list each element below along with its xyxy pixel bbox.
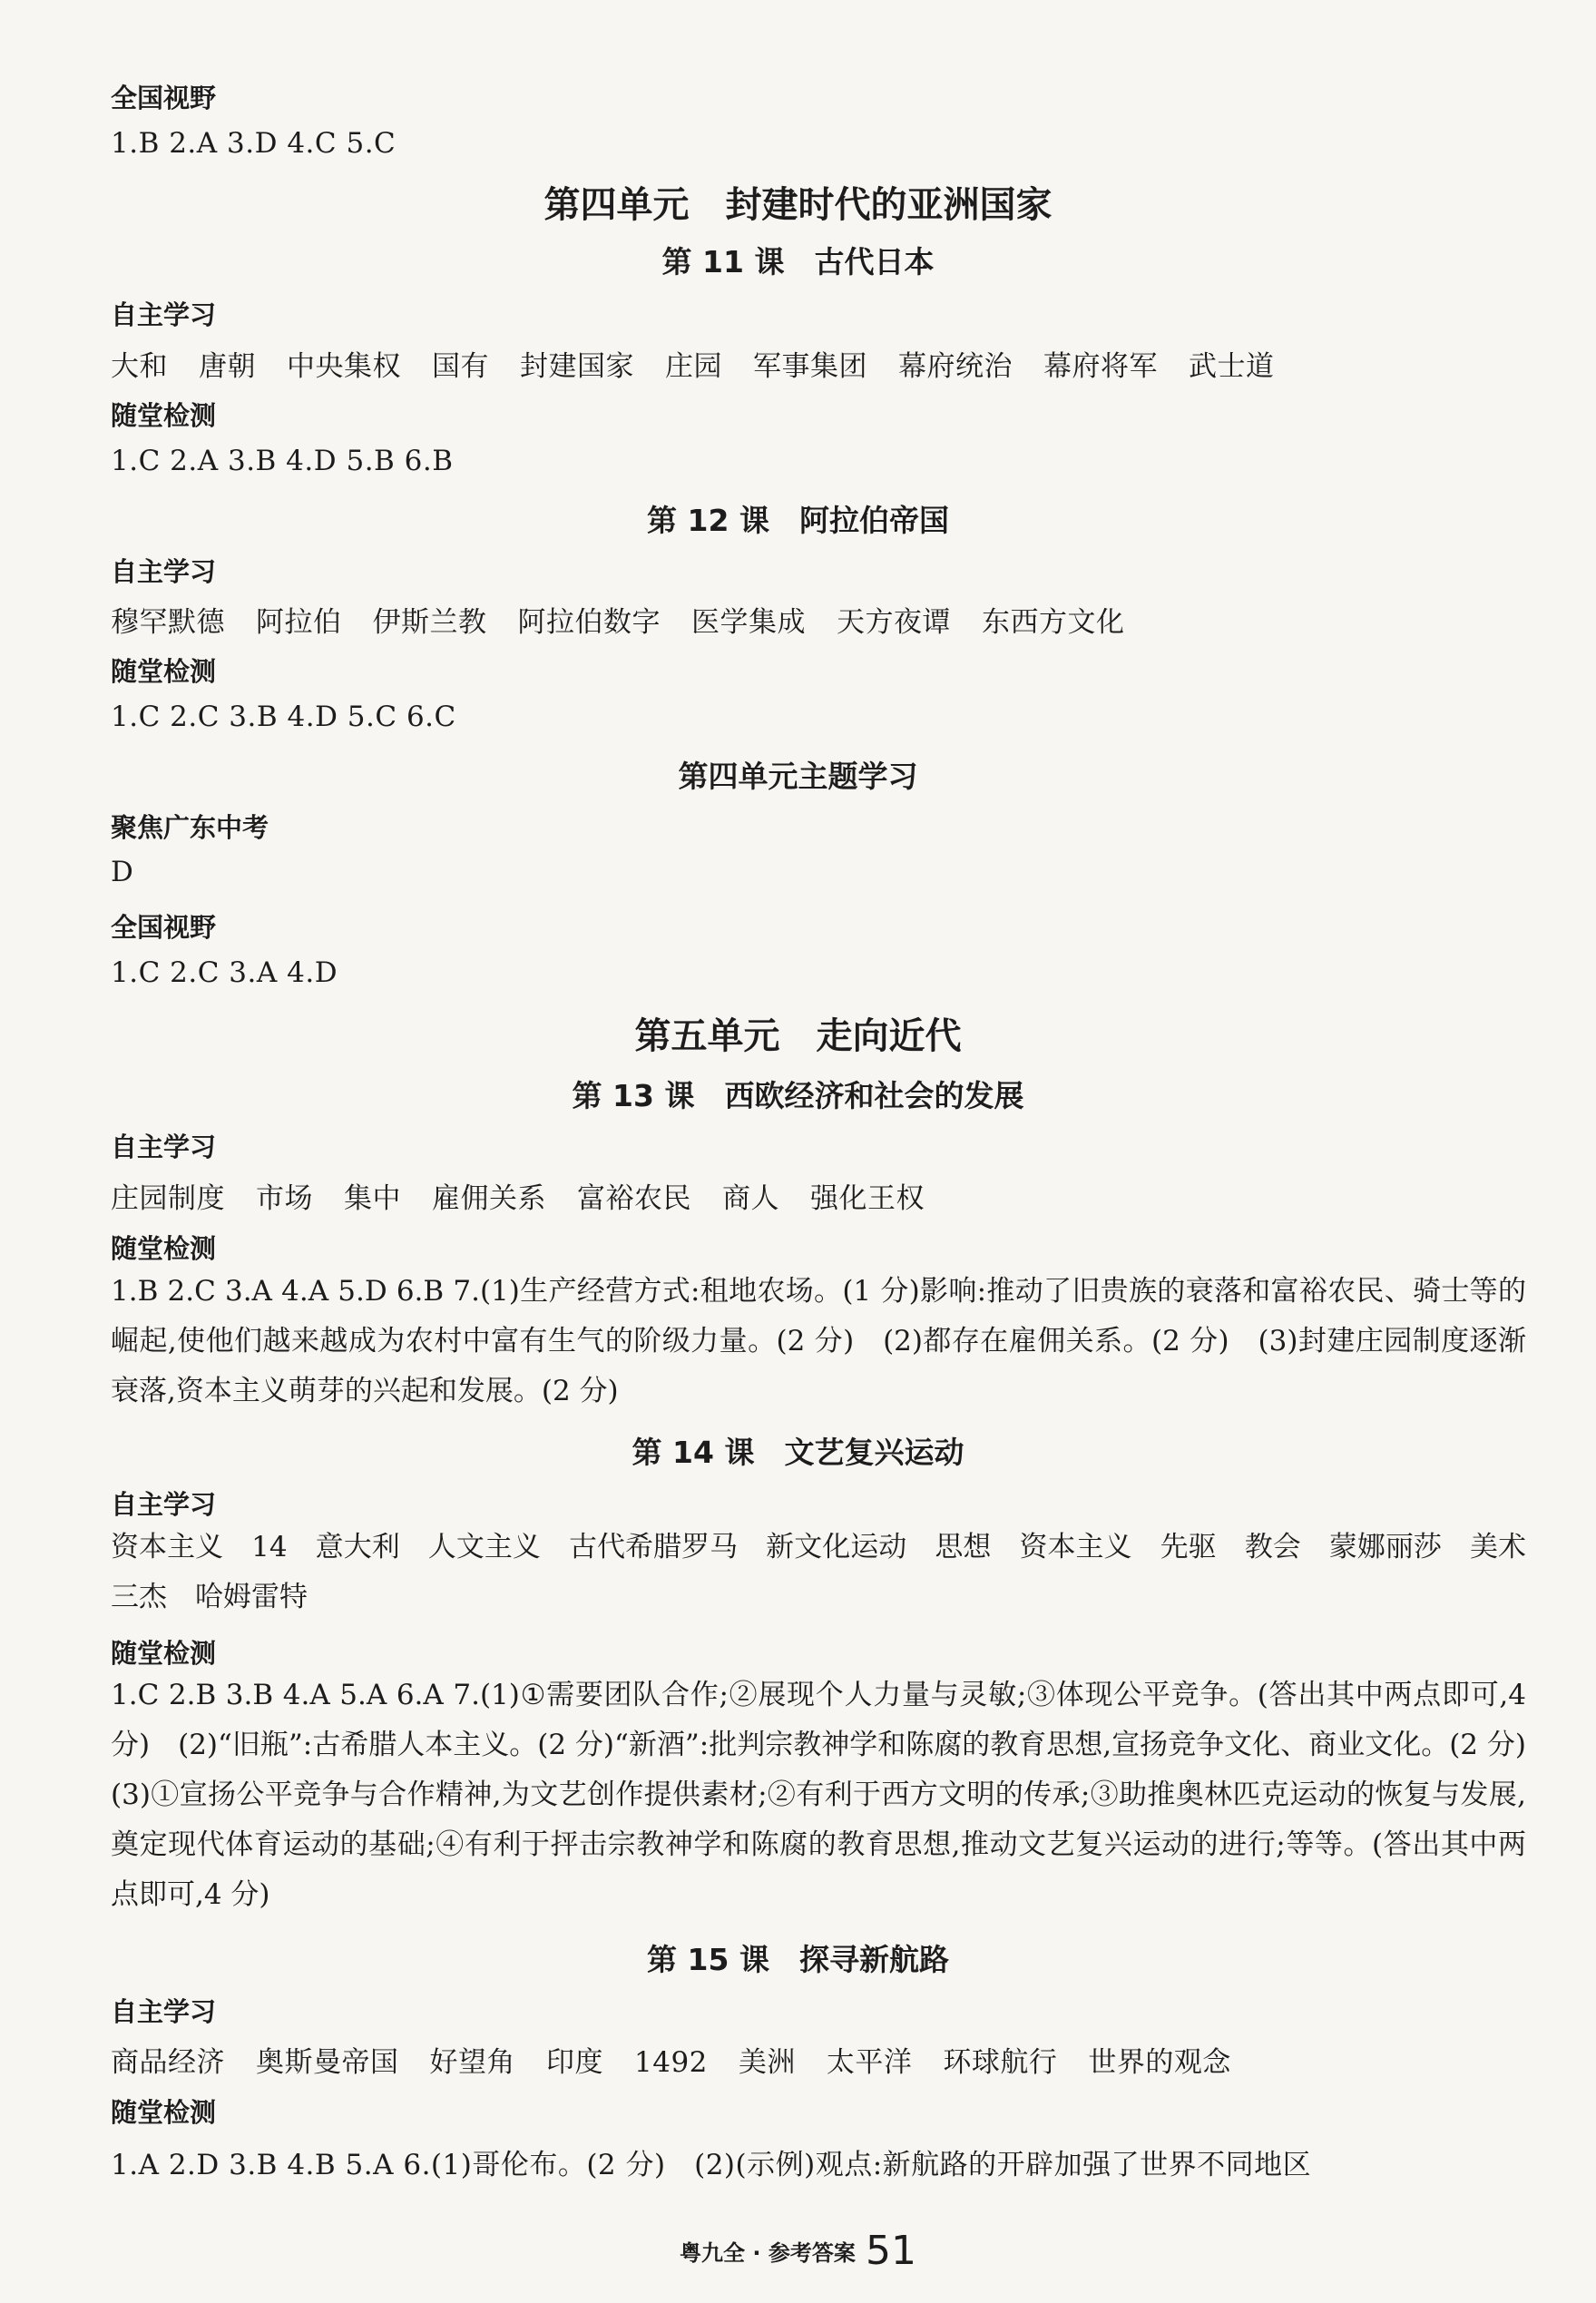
term-list: 穆罕默德 阿拉伯 伊斯兰教 阿拉伯数字 医学集成 天方夜谭 东西方文化 bbox=[111, 606, 1125, 639]
term-paragraph: 资本主义 14 意大利 人文主义 古代希腊罗马 新文化运动 思想 资本主义 先驱 教会 蒙娜丽莎 美术三杰 哈姆雷特 bbox=[111, 1531, 1526, 1613]
theme-title: 第四单元主题学习 bbox=[678, 759, 918, 794]
lesson-title: 第 12 课 阿拉伯帝国 bbox=[647, 503, 949, 538]
answer-line: D bbox=[111, 856, 134, 888]
answer-line: 1.A 2.D 3.B 4.B 5.A 6.(1)哥伦布。(2 分) (2)(示例)观点:新航路的开辟加强了世界不同地区 bbox=[111, 2149, 1312, 2181]
section-label-study: 自主学习 bbox=[111, 1489, 217, 1520]
answer-paragraph: 1.B 2.C 3.A 4.A 5.D 6.B 7.(1)生产经营方式:租地农场。(1 分)影响:推动了旧贵族的衰落和富裕农民、骑士等的崛起,使他们越来越成为农村中富有生气的阶级力量。(2 分) (2)都存在雇佣关系。(2 分) (3)封建庄园制度逐渐衰落,资本主义萌芽的兴起和发展。(2 分) bbox=[111, 1275, 1526, 1407]
answer-line: 1.B 2.A 3.D 4.C 5.C bbox=[111, 127, 397, 160]
section-label-study: 自主学习 bbox=[111, 1996, 217, 2027]
section-label-nation: 全国视野 bbox=[111, 83, 217, 113]
section-label-study: 自主学习 bbox=[111, 1132, 217, 1162]
section-label-study: 自主学习 bbox=[111, 299, 217, 330]
lesson-title: 第 11 课 古代日本 bbox=[661, 244, 935, 279]
unit-title: 第五单元 走向近代 bbox=[634, 1015, 962, 1057]
answer-line: 1.C 2.C 3.A 4.D bbox=[111, 956, 338, 989]
section-label-study: 自主学习 bbox=[111, 556, 217, 587]
unit-title: 第四单元 封建时代的亚洲国家 bbox=[543, 184, 1053, 226]
section-label-nation: 全国视野 bbox=[111, 912, 217, 943]
lesson-title: 第 13 课 西欧经济和社会的发展 bbox=[572, 1078, 1024, 1113]
footer-text: 粤九全 · 参考答案 bbox=[680, 2240, 856, 2266]
page-footer bbox=[0, 2228, 1596, 2274]
page-number: 51 bbox=[865, 2228, 916, 2274]
lesson-title: 第 15 课 探寻新航路 bbox=[647, 1942, 949, 1977]
answer-paragraph: 1.C 2.B 3.B 4.A 5.A 6.A 7.(1)①需要团队合作;②展现个人力量与灵敏;③体现公平竞争。(答出其中两点即可,4 分) (2)“旧瓶”:古希腊人本主义。(2 分)“新酒”:批判宗教神学和陈腐的教育思想,宣扬竞争文化、商业文化。(2 分) (3)①宣扬公平竞争与合作精神,为文艺创作提供素材;②有利于西方文明的传承;③助推奥林匹克运动的恢复与发展,奠定现代体育运动的基础;④有利于抨击宗教神学和陈腐的教育思想,推动文艺复兴运动的进行;等等。(答出其中两点即可,4 分) bbox=[111, 1679, 1554, 1911]
section-label-focus: 聚焦广东中考 bbox=[111, 812, 269, 843]
section-label-check: 随堂检测 bbox=[111, 656, 217, 687]
term-list: 商品经济 奥斯曼帝国 好望角 印度 1492 美洲 太平洋 环球航行 世界的观念 bbox=[111, 2046, 1231, 2079]
section-label-check: 随堂检测 bbox=[111, 1638, 217, 1669]
term-list: 大和 唐朝 中央集权 国有 封建国家 庄园 军事集团 幕府统治 幕府将军 武士道 bbox=[111, 350, 1275, 383]
section-label-check: 随堂检测 bbox=[111, 2097, 217, 2128]
section-label-check: 随堂检测 bbox=[111, 1233, 217, 1264]
lesson-title: 第 14 课 文艺复兴运动 bbox=[632, 1435, 964, 1470]
answer-line: 1.C 2.A 3.B 4.D 5.B 6.B bbox=[111, 445, 454, 477]
answer-line: 1.C 2.C 3.B 4.D 5.C 6.C bbox=[111, 701, 456, 733]
term-list: 庄园制度 市场 集中 雇佣关系 富裕农民 商人 强化王权 bbox=[111, 1182, 925, 1215]
section-label-check: 随堂检测 bbox=[111, 400, 217, 431]
